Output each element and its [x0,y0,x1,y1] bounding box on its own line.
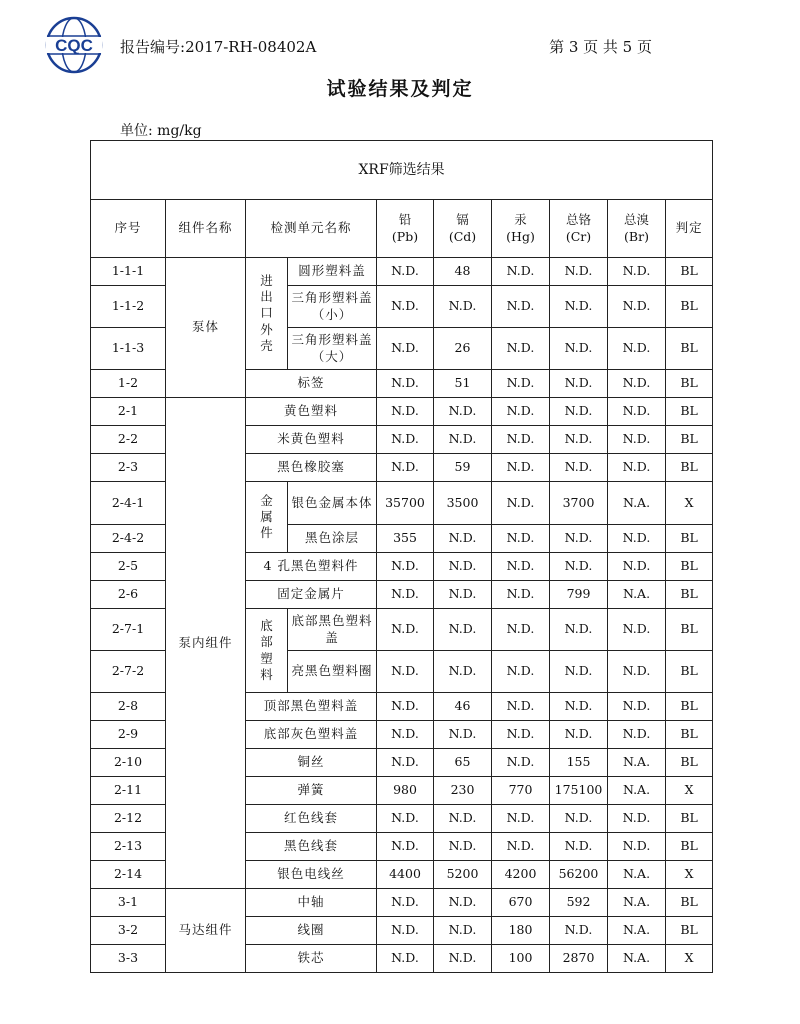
header-row [91,200,713,258]
row-pb: N.D. [377,945,434,973]
row-cd: 3500 [434,482,492,525]
row-seq: 2-7-2 [91,651,166,693]
row-hg: N.D. [492,609,550,651]
row-seq: 1-1-3 [91,328,166,370]
row-hg: N.D. [492,328,550,370]
row-seq: 2-5 [91,553,166,581]
row-unit-name: 铜丝 [246,749,377,777]
row-seq: 3-1 [91,889,166,917]
report-number [120,36,316,57]
col-cd-name: 镉 [456,212,469,228]
row-br: N.D. [608,328,666,370]
row-cr: N.D. [550,454,608,482]
row-seq: 2-12 [91,805,166,833]
subgroup-char: 出 [260,289,273,305]
row-br: N.D. [608,426,666,454]
subgroup-char: 部 [260,634,273,650]
row-cr: 592 [550,889,608,917]
col-component: 组件名称 [166,200,246,258]
row-br: N.D. [608,258,666,286]
row-br: N.D. [608,553,666,581]
row-cr: N.D. [550,553,608,581]
row-br: N.A. [608,777,666,805]
row-verdict: BL [666,889,713,917]
row-seq: 2-2 [91,426,166,454]
row-hg: N.D. [492,805,550,833]
row-unit-name: 黑色涂层 [288,525,377,553]
row-cd: 46 [434,693,492,721]
row-verdict: X [666,482,713,525]
row-verdict: BL [666,370,713,398]
row-unit-name: 固定金属片 [246,581,377,609]
col-hg-symbol: (Hg) [506,228,535,244]
row-cd: N.D. [434,581,492,609]
row-hg: N.D. [492,693,550,721]
row-br: N.D. [608,286,666,328]
row-verdict: BL [666,917,713,945]
row-seq: 3-3 [91,945,166,973]
row-verdict: X [666,945,713,973]
row-cd: N.D. [434,945,492,973]
row-br: N.A. [608,581,666,609]
row-hg: N.D. [492,426,550,454]
row-verdict: BL [666,525,713,553]
row-br: N.A. [608,749,666,777]
row-pb: N.D. [377,553,434,581]
row-unit-name: 铁芯 [246,945,377,973]
row-unit-name: 黄色塑料 [246,398,377,426]
row-pb: N.D. [377,609,434,651]
row-verdict: BL [666,553,713,581]
cqc-logo [40,16,108,74]
row-hg: 180 [492,917,550,945]
row-br: N.D. [608,454,666,482]
subgroup-char: 料 [260,666,273,682]
row-unit-name: 顶部黑色塑料盖 [246,693,377,721]
row-verdict: BL [666,581,713,609]
row-cr: N.D. [550,805,608,833]
subgroup-char: 金 [260,492,273,508]
report-number-label: 报告编号: [120,38,186,56]
row-cr: N.D. [550,651,608,693]
subgroup-bottom-material [246,609,288,693]
subgroup-char: 进 [260,272,273,288]
row-verdict: BL [666,286,713,328]
row-cr: 155 [550,749,608,777]
row-pb: N.D. [377,258,434,286]
row-hg: N.D. [492,581,550,609]
table-row [91,398,713,426]
row-br: N.D. [608,370,666,398]
group-motor: 马达组件 [166,889,246,973]
row-seq: 2-10 [91,749,166,777]
row-unit-name: 三角形塑料盖（小） [288,286,377,328]
row-cr: N.D. [550,398,608,426]
row-cd: 51 [434,370,492,398]
row-verdict: BL [666,398,713,426]
row-cr: 2870 [550,945,608,973]
row-pb: N.D. [377,749,434,777]
row-hg: N.D. [492,398,550,426]
row-unit-name: 黑色线套 [246,833,377,861]
row-unit-name: 银色金属本体 [288,482,377,525]
row-cd: 5200 [434,861,492,889]
row-unit-name: 圆形塑料盖 [288,258,377,286]
row-pb: N.D. [377,721,434,749]
col-cd-symbol: (Cd) [448,228,477,244]
row-hg: 100 [492,945,550,973]
row-hg: N.D. [492,833,550,861]
results-table [90,140,713,973]
row-cd: N.D. [434,525,492,553]
row-br: N.D. [608,721,666,749]
group-pump-inner: 泵内组件 [166,398,246,889]
row-cr: 175100 [550,777,608,805]
col-pb-name: 铅 [398,212,412,228]
row-pb: 4400 [377,861,434,889]
row-seq: 2-3 [91,454,166,482]
row-cd: N.D. [434,833,492,861]
row-unit-name: 米黄色塑料 [246,426,377,454]
col-pb [377,200,434,258]
row-unit-name: 底部灰色塑料盖 [246,721,377,749]
row-cr: N.D. [550,609,608,651]
row-cr: N.D. [550,693,608,721]
row-pb: N.D. [377,651,434,693]
row-pb: N.D. [377,693,434,721]
row-br: N.D. [608,651,666,693]
row-seq: 2-14 [91,861,166,889]
row-seq: 2-9 [91,721,166,749]
row-br: N.D. [608,398,666,426]
col-pb-symbol: (Pb) [391,228,419,244]
col-cd [434,200,492,258]
row-hg: N.D. [492,749,550,777]
row-verdict: BL [666,833,713,861]
row-hg: N.D. [492,454,550,482]
row-cd: N.D. [434,553,492,581]
row-br: N.A. [608,917,666,945]
subgroup-char: 外 [260,321,273,337]
row-br: N.A. [608,482,666,525]
row-pb: 355 [377,525,434,553]
row-br: N.A. [608,945,666,973]
row-cd: N.D. [434,426,492,454]
row-pb: N.D. [377,286,434,328]
row-br: N.D. [608,525,666,553]
row-pb: N.D. [377,328,434,370]
row-hg: N.D. [492,286,550,328]
row-cr: 799 [550,581,608,609]
row-seq: 2-4-1 [91,482,166,525]
col-cr-name: 总铬 [565,212,591,228]
row-cd: 59 [434,454,492,482]
subgroup-inlet-outlet-shell [246,258,288,370]
row-seq: 2-8 [91,693,166,721]
row-hg: N.D. [492,721,550,749]
row-cd: 65 [434,749,492,777]
row-unit-name: 标签 [246,370,377,398]
page-info: 第 3 页 共 5 页 [549,38,652,56]
row-cr: N.D. [550,328,608,370]
row-hg: N.D. [492,258,550,286]
row-pb: N.D. [377,426,434,454]
col-hg [492,200,550,258]
col-br-name: 总溴 [623,212,649,228]
row-unit-name: 红色线套 [246,805,377,833]
row-seq: 1-2 [91,370,166,398]
row-verdict: BL [666,693,713,721]
row-unit-name: 亮黑色塑料圈 [288,651,377,693]
row-hg: N.D. [492,651,550,693]
row-unit-name: 黑色橡胶塞 [246,454,377,482]
row-cr: N.D. [550,286,608,328]
row-unit-name: 三角形塑料盖（大） [288,328,377,370]
row-hg: 4200 [492,861,550,889]
row-verdict: X [666,861,713,889]
row-br: N.A. [608,861,666,889]
row-hg: N.D. [492,370,550,398]
row-verdict: BL [666,721,713,749]
row-br: N.A. [608,889,666,917]
unit-label: 单位: mg/kg [120,123,202,139]
logo-text: CQC [55,36,93,55]
row-verdict: BL [666,426,713,454]
col-br-symbol: (Br) [624,228,649,244]
row-unit-name: 线圈 [246,917,377,945]
row-br: N.D. [608,833,666,861]
subgroup-char: 塑 [260,650,273,666]
row-pb: N.D. [377,889,434,917]
table-banner: XRF筛选结果 [91,141,713,200]
subgroup-char: 属 [260,508,273,524]
group-pump-body: 泵体 [166,258,246,398]
row-cd: N.D. [434,651,492,693]
row-seq: 2-11 [91,777,166,805]
row-pb: N.D. [377,370,434,398]
row-cd: 230 [434,777,492,805]
row-br: N.D. [608,609,666,651]
row-seq: 1-1-1 [91,258,166,286]
row-unit-name: 银色电线丝 [246,861,377,889]
row-unit-name: 4 孔黑色塑料件 [246,553,377,581]
row-cd: N.D. [434,805,492,833]
row-hg: 670 [492,889,550,917]
subgroup-char: 口 [260,305,273,321]
row-verdict: X [666,777,713,805]
row-cr: N.D. [550,258,608,286]
row-verdict: BL [666,749,713,777]
col-verdict: 判定 [666,200,713,258]
subgroup-char: 底 [260,618,273,633]
row-seq: 2-4-2 [91,525,166,553]
row-pb: N.D. [377,917,434,945]
row-verdict: BL [666,609,713,651]
row-cr: N.D. [550,426,608,454]
row-verdict: BL [666,258,713,286]
subgroup-char: 件 [260,525,273,541]
row-unit-name: 弹簧 [246,777,377,805]
col-seq: 序号 [91,200,166,258]
row-seq: 3-2 [91,917,166,945]
row-verdict: BL [666,805,713,833]
row-br: N.D. [608,693,666,721]
row-seq: 2-13 [91,833,166,861]
row-br: N.D. [608,805,666,833]
row-seq: 2-6 [91,581,166,609]
row-pb: 980 [377,777,434,805]
row-cd: N.D. [434,609,492,651]
page-title: 试验结果及判定 [326,78,474,100]
row-cr: N.D. [550,833,608,861]
subgroup-char: 壳 [260,337,273,353]
table-row [91,889,713,917]
row-seq: 1-1-2 [91,286,166,328]
row-cr: N.D. [550,370,608,398]
row-seq: 2-1 [91,398,166,426]
row-cd: 48 [434,258,492,286]
row-seq: 2-7-1 [91,609,166,651]
row-unit-name: 底部黑色塑料盖 [288,609,377,651]
row-pb: 35700 [377,482,434,525]
row-cr: 56200 [550,861,608,889]
row-cr: N.D. [550,917,608,945]
row-verdict: BL [666,454,713,482]
row-pb: N.D. [377,833,434,861]
row-cd: N.D. [434,721,492,749]
row-hg: 770 [492,777,550,805]
row-verdict: BL [666,651,713,693]
row-cd: N.D. [434,917,492,945]
col-unit-name: 检测单元名称 [246,200,377,258]
row-pb: N.D. [377,454,434,482]
col-cr [550,200,608,258]
row-pb: N.D. [377,581,434,609]
row-verdict: BL [666,328,713,370]
report-number-value: 2017-RH-08402A [185,38,317,56]
row-cd: N.D. [434,889,492,917]
subgroup-metal-part [246,482,288,553]
col-br [608,200,666,258]
col-hg-name: 汞 [514,212,527,228]
row-pb: N.D. [377,398,434,426]
row-cd: N.D. [434,398,492,426]
row-cr: 3700 [550,482,608,525]
row-hg: N.D. [492,553,550,581]
row-pb: N.D. [377,805,434,833]
row-cd: 26 [434,328,492,370]
col-cr-symbol: (Cr) [565,228,592,244]
row-cr: N.D. [550,721,608,749]
row-unit-name: 中轴 [246,889,377,917]
row-cd: N.D. [434,286,492,328]
row-cr: N.D. [550,525,608,553]
row-hg: N.D. [492,482,550,525]
table-row [91,258,713,286]
row-hg: N.D. [492,525,550,553]
